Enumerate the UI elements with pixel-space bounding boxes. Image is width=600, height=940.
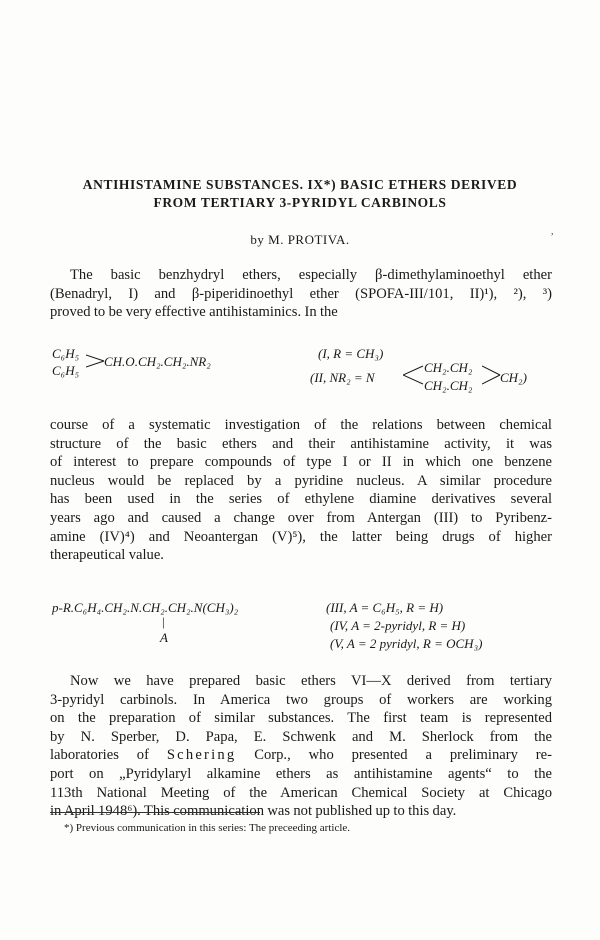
paragraph-investigation xyxy=(50,416,552,565)
text-line: on the preparation of similar substances. The first team is represented xyxy=(50,710,552,727)
text-line: by N. Sperber, D. Papa, E. Schwenk and M. Sherlock from the xyxy=(50,728,552,745)
formula-phenyl-top: C₆H₅ xyxy=(52,346,80,361)
text-line: proved to be very effective antihistaminics. In the xyxy=(50,304,338,321)
text-line: 113th National Meeting of the American Chemical Society at Chicago xyxy=(50,784,552,801)
footnote: *) Previous communication in this series: The preceeding article. xyxy=(64,822,351,834)
author-byline: by M. PROTIVA. xyxy=(250,232,350,247)
formula-ring-bottom: CH₂.CH₂ xyxy=(424,378,473,393)
text-line: The basic benzhydryl ethers, especially β-dimethylaminoethyl ether xyxy=(70,267,552,283)
text-line: (Benadryl, I) and β-piperidinoethyl ether (SPOFA-III/101, II)¹), ²), ³) xyxy=(50,285,552,302)
title-line-1: ANTIHISTAMINE SUBSTANCES. IX*) BASIC ETHERS DERIVED xyxy=(82,177,518,192)
text-fragment: Corp., who presented a preliminary re- xyxy=(254,747,552,764)
formula-ring-bonds-left xyxy=(403,362,425,388)
text-line: of interest to prepare compounds of type I or II in which one benzene xyxy=(50,454,552,471)
text-line: nucleus would be replaced by a pyridine nucleus. A similar procedure xyxy=(50,472,552,489)
text-line xyxy=(50,746,552,765)
scan-speck: , xyxy=(551,226,554,237)
footnote-divider xyxy=(50,812,260,813)
paragraph-current-work xyxy=(50,672,552,821)
text-line: has been used in the series of ethylene diamine derivatives several xyxy=(50,491,552,508)
text-line: Now we have prepared basic ethers VI—X derived from tertiary xyxy=(70,673,552,689)
text-line: therapeutical value. xyxy=(50,547,164,564)
text-line: in April 1948⁶). This communication was not published up to this day. xyxy=(50,803,457,820)
formula-ring-close: CH₂) xyxy=(500,370,527,385)
text-fragment: laboratories of xyxy=(50,747,149,764)
formula-branch-bond: | xyxy=(162,614,165,629)
paragraph-intro xyxy=(50,266,552,322)
title-line-2: FROM TERTIARY 3-PYRIDYL CARBINOLS xyxy=(153,195,447,210)
formula-bond-lines xyxy=(86,350,106,372)
formula-case-III: (III, A = C₆H₅, R = H) xyxy=(326,600,444,615)
text-line: port on „Pyridylaryl alkamine ethers as antihistamine agents“ to the xyxy=(50,765,552,782)
formula-ring-top: CH₂.CH₂ xyxy=(424,360,473,375)
formula-case-I: (I, R = CH₃) xyxy=(318,346,384,361)
formula-ether-chain: CH.O.CH₂.CH₂.NR₂ xyxy=(104,354,211,369)
text-line: structure of the basic ethers and their antihistamine activity, it was xyxy=(50,435,552,452)
article-title xyxy=(40,176,560,212)
formula-phenyl-bottom: C₆H₅ xyxy=(52,363,80,378)
text-line: years ago and caused a change over from Antergan (III) to Pyribenz- xyxy=(50,509,552,526)
formula-diamine-chain: p-R.C₆H₄.CH₂.N.CH₂.CH₂.N(CH₃)₂ xyxy=(52,600,239,615)
formula-case-II: (II, NR₂ = N xyxy=(310,370,375,385)
formula-case-IV: (IV, A = 2-pyridyl, R = H) xyxy=(330,618,466,633)
formula-ring-bonds-right xyxy=(482,362,502,388)
formula-substituent-A: A xyxy=(160,630,168,645)
text-line: 3-pyridyl carbinols. In America two groups of workers are working xyxy=(50,691,552,708)
company-name-spaced: Schering xyxy=(166,747,237,764)
text-line: course of a systematic investigation of the relations between chemical xyxy=(50,417,552,433)
text-line: amine (IV)⁴) and Neoantergan (V)⁵), the latter being drugs of higher xyxy=(50,528,552,545)
formula-case-V: (V, A = 2 pyridyl, R = OCH₃) xyxy=(330,636,483,651)
